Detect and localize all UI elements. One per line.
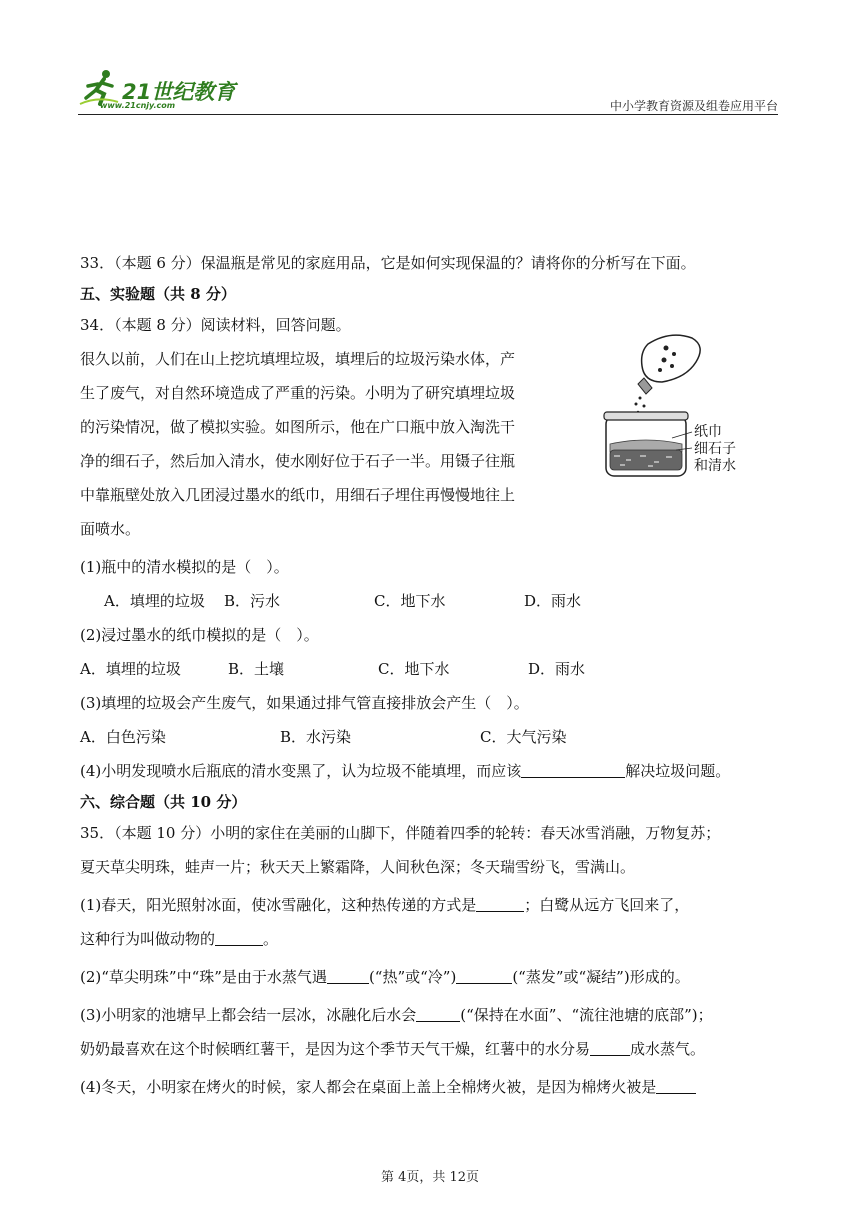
option-c: C．地下水 [378,660,450,678]
material-line: 很久以前，人们在山上挖坑填埋垃圾，填埋后的垃圾污染水体，产 [80,350,516,368]
jar-experiment-diagram [600,332,760,482]
question-35-3-cont [80,1032,780,1066]
question-text: (4)冬天，小明家在烤火的时候，家人都会在桌面上盖上全棉烤火被，是因为棉烤火被是 [80,1078,657,1096]
question-text: 这种行为叫做动物的 [80,930,216,948]
figure-label-tissue: 纸巾 [694,424,722,440]
logo-url: www.21cnjy.com [100,101,176,110]
figure-label-water: 和清水 [694,458,736,474]
question-text: (2)“草尖明珠”中“珠”是由于水蒸气遇 [80,968,327,986]
question-34-4 [80,754,780,788]
answer-blank[interactable] [215,931,263,946]
platform-name: 中小学教育资源及组卷应用平台 [609,99,778,113]
page-header [78,66,778,116]
option-a: A．填埋的垃圾 [80,660,181,678]
question-34-material [80,342,590,546]
logo-text: 21世纪教育 [122,80,236,104]
question-text: (1)春天，阳光照射冰面，使冰雪融化，这种热传递的方式是 [80,896,477,914]
option-c: C．大气污染 [480,728,567,746]
answer-blank[interactable] [521,763,625,778]
question-34-intro: 34．（本题 8 分）阅读材料，回答问题。 [80,316,351,334]
question-35-1-cont [80,922,780,956]
question-33: 33．（本题 6 分）保温瓶是常见的家庭用品，它是如何实现保温的？请将你的分析写在下面。 [80,254,696,272]
question-34-1-stem: (1)瓶中的清水模拟的是（ ）。 [80,558,289,576]
option-b: B．土壤 [228,660,285,678]
question-35-1 [80,888,780,922]
question-text: (3)小明家的池塘早上都会结一层冰，冰融化后水会 [80,1006,417,1024]
question-35-4 [80,1070,780,1104]
question-35-3 [80,998,780,1032]
question-text: (“热”或“冷”) [368,968,457,986]
answer-blank[interactable] [456,969,512,984]
question-text: (“保持在水面”、“流往池塘的底部”)； [460,1006,713,1024]
question-34-1-options [80,584,780,618]
option-a: A．填埋的垃圾 [104,592,205,610]
material-line: 中靠瓶壁处放入几团浸过墨水的纸巾，用细石子埋住再慢慢地往上 [80,486,516,504]
question-34-3-stem: (3)填埋的垃圾会产生废气，如果通过排气管直接排放会产生（ ）。 [80,694,529,712]
material-line: 生了废气，对自然环境造成了严重的污染。小明为了研究填埋垃圾 [80,384,516,402]
question-34-3-options [80,720,780,754]
logo [78,66,258,114]
answer-blank[interactable] [476,897,524,912]
question-34-2-stem: (2)浸过墨水的纸巾模拟的是（ ）。 [80,626,319,644]
option-d: D．雨水 [524,592,582,610]
question-text: 。 [263,930,279,948]
page-footer: 第 4页，共 12页 [380,1170,480,1185]
material-line: 的污染情况，做了模拟实验。如图所示，他在广口瓶中放入淘洗干 [80,418,516,436]
option-d: D．雨水 [528,660,586,678]
material-line: 面喷水。 [80,520,141,538]
question-34-2-options [80,652,780,686]
question-text: 解决垃圾问题。 [625,762,731,780]
question-35-2 [80,960,780,994]
header-divider [78,114,778,115]
question-text: 奶奶最喜欢在这个时候晒红薯干，是因为这个季节天气干燥，红薯中的水分易 [80,1040,591,1058]
section-5-heading: 五、实验题（共 8 分） [80,285,236,303]
option-c: C．地下水 [374,592,446,610]
answer-blank[interactable] [590,1041,630,1056]
question-text: (“蒸发”或“凝结”)形成的。 [512,968,690,986]
answer-blank[interactable] [416,1007,460,1022]
answer-blank[interactable] [656,1079,696,1094]
question-35-line: 35．（本题 10 分）小明的家住在美丽的山脚下，伴随着四季的轮转：春天冰雪消融，万物复苏； [80,824,721,842]
experiment-figure [600,332,760,482]
question-35-line: 夏天草尖明珠，蛙声一片；秋天天上繁霜降，人间秋色深；冬天瑞雪纷飞，雪满山。 [80,858,636,876]
question-text: ；白鹭从远方飞回来了， [524,896,690,914]
question-text: (4)小明发现喷水后瓶底的清水变黑了，认为垃圾不能填埋，而应该 [80,762,522,780]
option-b: B．水污染 [280,728,352,746]
section-6-heading: 六、综合题（共 10 分） [80,793,247,811]
option-a: A．白色污染 [80,728,166,746]
material-line: 净的细石子，然后加入清水，使水刚好位于石子一半。用镊子往瓶 [80,452,516,470]
question-text: 成水蒸气。 [630,1040,706,1058]
figure-label-gravel: 细石子 [694,441,736,457]
option-b: B．污水 [224,592,281,610]
answer-blank[interactable] [327,969,369,984]
